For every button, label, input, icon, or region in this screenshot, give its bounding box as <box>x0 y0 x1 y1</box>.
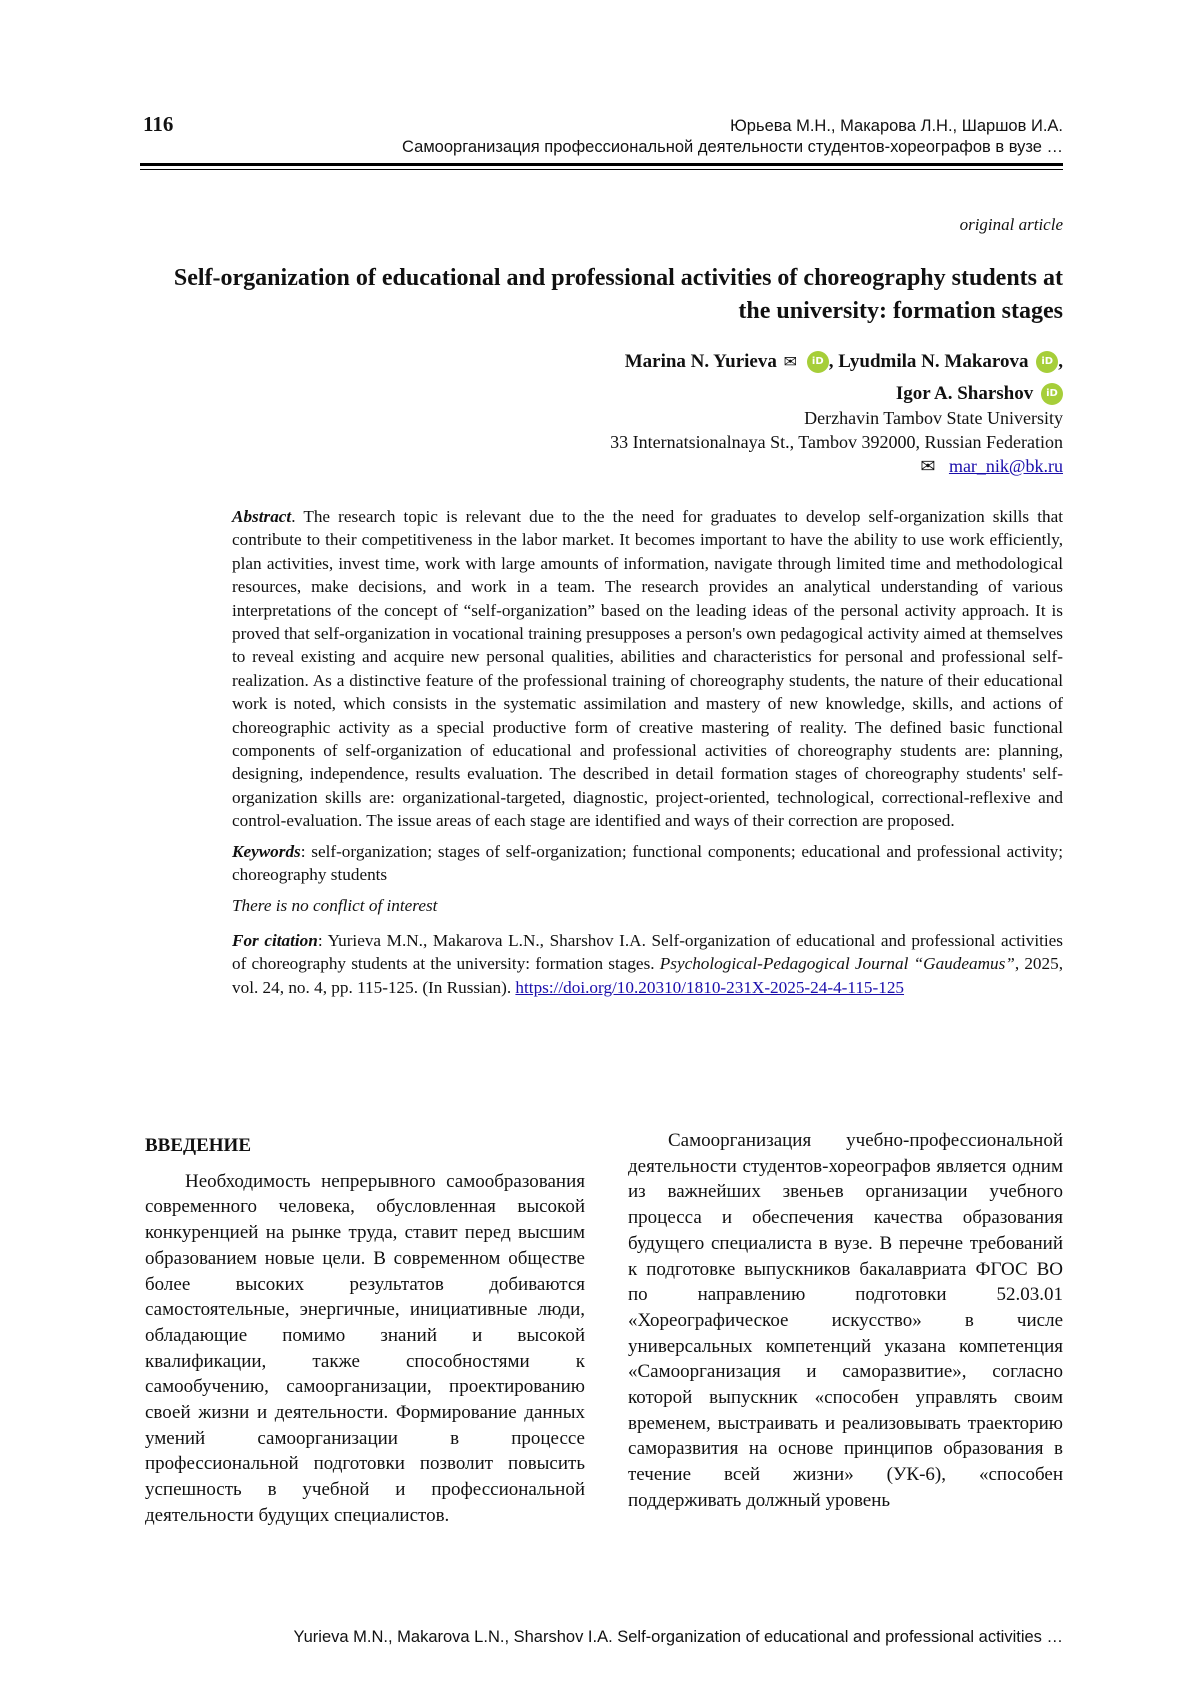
orcid-icon[interactable]: iD <box>1036 351 1058 373</box>
orcid-icon[interactable]: iD <box>1041 383 1063 405</box>
author-name: Lyudmila N. Makarova <box>838 351 1029 372</box>
section-heading: ВВЕДЕНИЕ <box>145 1135 251 1156</box>
doi-link[interactable]: https://doi.org/10.20310/1810-231X-2025-24-4-115-125 <box>515 977 905 997</box>
affiliation-email-line <box>610 454 1063 478</box>
affiliation-university: Derzhavin Tambov State University <box>804 408 1063 428</box>
running-header-authors: Юрьева М.Н., Макарова Л.Н., Шаршов И.А. <box>730 117 1063 135</box>
running-header <box>402 116 1063 158</box>
citation <box>232 929 1063 999</box>
right-column <box>628 1128 1063 1514</box>
author-line-1 <box>625 346 1063 378</box>
citation-journal: Psychological-Pedagogical Journal “Gaudeamus” <box>659 954 1015 974</box>
author-name: Igor A. Sharshov <box>895 383 1034 404</box>
affiliation <box>610 406 1063 478</box>
left-column <box>145 1133 585 1529</box>
author-separator: , <box>1058 351 1063 372</box>
author-list <box>625 346 1063 409</box>
conflict-statement: There is no conflict of interest <box>232 895 438 915</box>
abstract <box>232 505 1063 833</box>
orcid-icon[interactable]: iD <box>807 351 829 373</box>
article-title: Self-organization of educational and professional activities of choreography students at the university: formation stages <box>173 265 1063 324</box>
abstract-label: Abstract <box>232 507 292 526</box>
article-type: original article <box>959 215 1063 234</box>
mail-icon: ✉ <box>783 354 798 371</box>
abstract-text: . The research topic is relevant due to the the need for graduates to develop self-organization skills that contribute to their competitiveness in the labor market. It becomes important to have the ability to use work efficiently, plan activities, invest time, work with large amounts of information, navigate through limited time and methodological resources, make decisions, and work in a team. The research provides an analytical understanding of various interpretations of the concept of “self-organization” based on the leading ideas of the personal activity approach. It is proved that self-organization in vocational training presupposes a person's own pedagogical activity aimed at themselves to reveal existing and acquire new personal qualities, abilities and characteristics for personal and professional self-realization. As a distinctive feature of the professional training of choreography students, the nature of their educational work is noted, which consists in the systematic assimilation and mastery of new knowledge, skills, and actions of choreographic activity as a special productive form of creative mastering of reality. The defined basic functional components of self-organization of educational and professional activities of choreography students are: planning, designing, independence, results evaluation. The described in detail formation stages of choreography students' self-organization skills are: organizational-targeted, diagnostic, project-oriented, technological, correctional-reflexive and control-evaluation. The issue areas of each stage are identified and ways of their correction are proposed. <box>232 507 1063 831</box>
header-rule-thin <box>140 169 1063 170</box>
keywords-label: Keywords <box>232 841 301 861</box>
citation-details: , 2025, vol. 24, no. 4, pp. 115-125. (In Russian). <box>232 954 1063 997</box>
email-link[interactable]: mar_nik@bk.ru <box>948 456 1063 476</box>
affiliation-address: 33 Internatsionalnaya St., Tambov 392000, Russian Federation <box>610 432 1063 452</box>
header-rule-thick <box>140 163 1063 166</box>
mail-icon: ✉ <box>920 456 936 476</box>
author-line-2 <box>625 378 1063 409</box>
abstract-block <box>232 505 1063 1006</box>
page-number: 116 <box>143 112 174 136</box>
keywords-text: : self-organization; stages of self-organization; functional components; educational and professional activity; choreography students <box>232 841 1063 885</box>
citation-text: : Yurieva M.N., Makarova L.N., Sharshov I.A. Self-organization of educational and professional activities of choreography students at the university: formation stages. <box>232 930 1063 974</box>
author-name: Marina N. Yurieva <box>624 351 777 372</box>
keywords <box>232 840 1063 887</box>
running-header-title: Самоорганизация профессиональной деятельности студентов-хореографов в вузе … <box>402 138 1063 156</box>
running-footer: Yurieva M.N., Makarova L.N., Sharshov I.A. Self-organization of educational and professional activities … <box>293 1628 1063 1646</box>
intro-paragraph-left: Необходимость непрерывного самообразования современного человека, обусловленная высокой конкуренцией на рынке труда, ставит перед высшим образованием новые цели. В современном обществе более высоких результатов добиваются самостоятельные, энергичные, инициативные люди, обладающие помимо знаний и высокой квалификации, также способностями к самообучению, самоорганизации, проектированию своей жизни и деятельности. Формирование данных умений самоорганизации в процессе профессиональной подготовки позволит повысить успешность в учебной и профессиональной деятельности будущих специалистов. <box>145 1170 585 1526</box>
citation-label: For citation <box>232 930 318 950</box>
author-separator: , <box>828 351 834 372</box>
intro-paragraph-right: Самоорганизация учебно-профессиональной деятельности студентов-хореографов является одним из важнейших звеньев организации учебного процесса и обеспечения качества образования будущего специалиста в вузе. В перечне требований к подготовке выпускников бакалавриата ФГОС ВО по направлению подготовки 52.03.01 «Хореографическое искусство» в числе универсальных компетенций указана компетенция «Самоорганизация и саморазвитие», согласно которой выпускник «способен управлять своим временем, выстраивать и реализовывать траекторию саморазвития на основе принципов образования в течение всей жизни» (УК-6), «способен поддерживать должный уровень <box>628 1130 1063 1511</box>
